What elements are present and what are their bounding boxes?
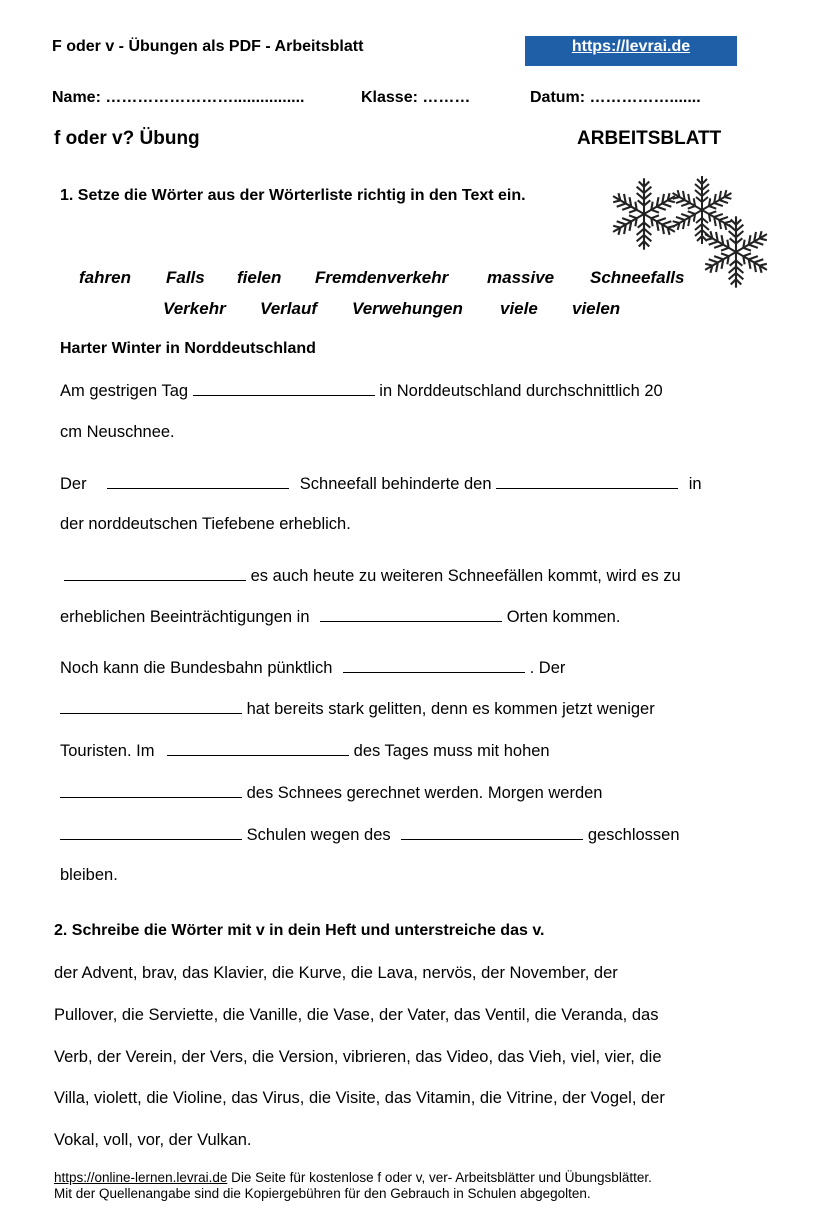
footer-link[interactable]: https://online-lernen.levrai.de xyxy=(54,1170,228,1185)
line-text: hat bereits stark gelitten, denn es kommen jetzt weniger xyxy=(246,700,655,718)
line-text: . Der xyxy=(529,659,566,677)
cloze-line xyxy=(60,381,663,401)
answer-blank[interactable] xyxy=(401,825,583,840)
line-text: Der xyxy=(60,475,87,493)
task1-instruction: 1. Setze die Wörter aus der Wörterliste richtig in den Text ein. xyxy=(60,187,526,204)
word-list-item: viele xyxy=(500,299,538,318)
cloze-line xyxy=(60,741,550,761)
task2-instruction: 2. Schreibe die Wörter mit v in dein Heft und unterstreiche das v. xyxy=(54,922,545,939)
word-list-item: fahren xyxy=(79,268,131,287)
line-text: cm Neuschnee. xyxy=(60,423,175,441)
text-heading: Harter Winter in Norddeutschland xyxy=(60,340,316,357)
line-text: Schulen wegen des xyxy=(246,826,391,844)
cloze-line xyxy=(60,607,620,627)
line-text: Am gestrigen Tag xyxy=(60,382,189,400)
answer-blank[interactable] xyxy=(167,741,349,756)
answer-blank[interactable] xyxy=(60,783,242,798)
word-line: Verb, der Verein, der Vers, die Version, vibrieren, das Video, das Vieh, viel, vier, die xyxy=(54,1048,662,1066)
line-text: des Schnees gerechnet werden. Morgen werden xyxy=(246,784,603,802)
footer-text: Die Seite für kostenlose f oder v, ver- Arbeitsblätter und Übungsblätter. xyxy=(227,1170,652,1185)
line-text: in Norddeutschland durchschnittlich 20 xyxy=(379,382,663,400)
word-list-item: Verkehr xyxy=(163,299,226,318)
line-text: Schneefall behinderte den xyxy=(299,475,492,493)
word-list-item: Fremdenverkehr xyxy=(315,268,449,287)
line-text: es auch heute zu weiteren Schneefällen kommt, wird es zu xyxy=(250,567,681,585)
word-list-item: vielen xyxy=(572,299,621,318)
answer-blank[interactable] xyxy=(64,566,246,581)
word-list-item: fielen xyxy=(237,268,282,287)
line-text: Touristen. Im xyxy=(60,742,155,760)
cloze-line xyxy=(60,474,702,494)
cloze-line xyxy=(60,515,351,534)
class-field-label: Klasse: ……… xyxy=(361,89,471,106)
page-title: F oder v - Übungen als PDF - Arbeitsblatt xyxy=(52,38,364,55)
answer-blank[interactable] xyxy=(60,699,242,714)
date-field-label: Datum: ……………....... xyxy=(530,89,701,106)
answer-blank[interactable] xyxy=(60,825,242,840)
line-text: in xyxy=(688,475,702,493)
worksheet-label: ARBEITSBLATT xyxy=(577,128,722,149)
line-text: erheblichen Beeinträchtigungen in xyxy=(60,608,310,626)
footer-note: Mit der Quellenangabe sind die Kopiergebühren für den Gebrauch in Schulen abgegolten. xyxy=(54,1186,591,1201)
line-text: der norddeutschen Tiefebene erheblich. xyxy=(60,515,351,533)
website-link-button[interactable]: https://levrai.de xyxy=(525,36,737,66)
word-line: Villa, violett, die Violine, das Virus, die Visite, das Vitamin, die Vitrine, der Vogel, der xyxy=(54,1089,665,1107)
cloze-line xyxy=(60,783,602,803)
word-list-item: Falls xyxy=(166,268,205,287)
word-list-item: Verwehungen xyxy=(352,299,463,318)
line-text: bleiben. xyxy=(60,866,118,884)
word-line: Vokal, voll, vor, der Vulkan. xyxy=(54,1131,252,1149)
name-field-label: Name: ……………………................ xyxy=(52,89,305,106)
word-list-item: Schneefalls xyxy=(590,268,685,287)
word-list-item: Verlauf xyxy=(260,299,318,318)
cloze-line xyxy=(60,699,655,719)
line-text: Noch kann die Bundesbahn pünktlich xyxy=(60,659,333,677)
cloze-line xyxy=(60,658,565,678)
worksheet-subtitle: f oder v? Übung xyxy=(54,128,200,149)
word-line: Pullover, die Serviette, die Vanille, die Vase, der Vater, das Ventil, die Veranda, das xyxy=(54,1006,659,1024)
footer-line xyxy=(54,1170,652,1185)
answer-blank[interactable] xyxy=(193,381,375,396)
answer-blank[interactable] xyxy=(343,658,525,673)
cloze-line xyxy=(60,423,175,442)
cloze-line xyxy=(60,825,680,845)
answer-blank[interactable] xyxy=(320,607,502,622)
line-text: Orten kommen. xyxy=(506,608,621,626)
cloze-line xyxy=(64,566,681,586)
word-list-item: massive xyxy=(487,268,555,287)
cloze-line xyxy=(60,866,118,885)
answer-blank[interactable] xyxy=(496,474,678,489)
answer-blank[interactable] xyxy=(107,474,289,489)
line-text: geschlossen xyxy=(587,826,680,844)
word-line: der Advent, brav, das Klavier, die Kurve, die Lava, nervös, der November, der xyxy=(54,964,618,982)
line-text: des Tages muss mit hohen xyxy=(353,742,550,760)
